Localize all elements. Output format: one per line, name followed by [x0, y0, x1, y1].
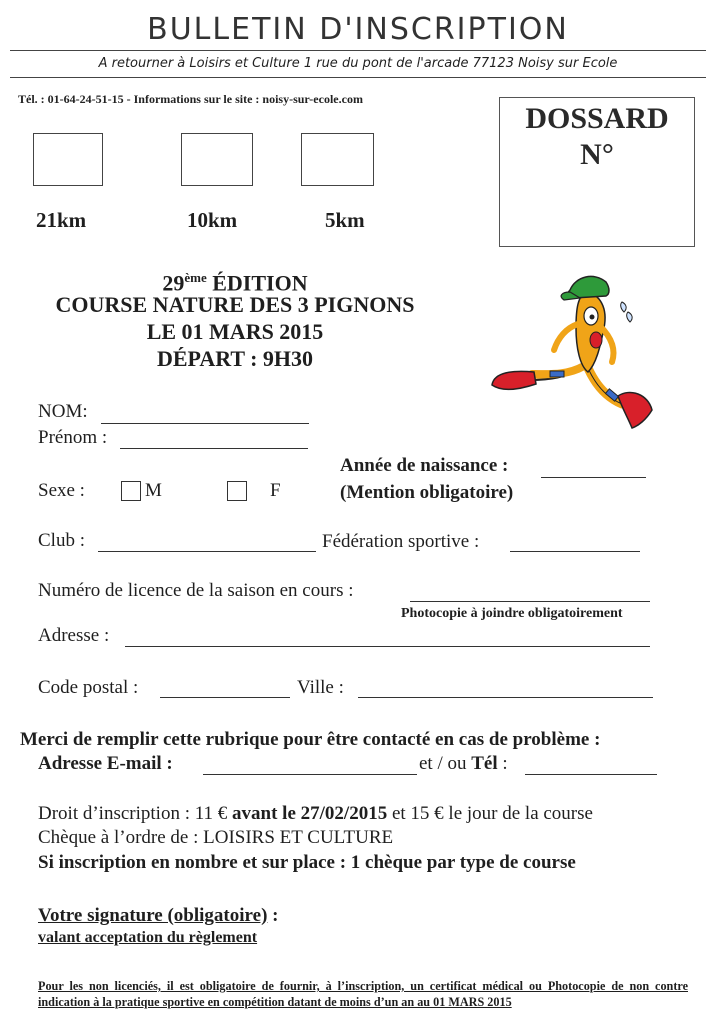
checkbox-10km[interactable]	[181, 133, 253, 186]
sexe-f-checkbox[interactable]	[227, 481, 247, 501]
event-date: LE 01 MARS 2015	[146, 319, 324, 344]
email-field[interactable]	[203, 774, 417, 775]
distance-label-21km: 21km	[36, 208, 87, 232]
photocopie-note: Photocopie à joindre obligatoirement	[401, 606, 623, 621]
dossard-title: DOSSARD	[525, 102, 669, 135]
tel-colon: :	[497, 753, 508, 774]
sexe-label: Sexe :	[38, 480, 85, 501]
tel-field[interactable]	[525, 774, 657, 775]
annee-field[interactable]	[541, 477, 646, 478]
nom-field[interactable]	[101, 423, 309, 424]
checkbox-21km[interactable]	[33, 133, 103, 186]
adresse-field[interactable]	[125, 646, 650, 647]
club-field[interactable]	[98, 551, 316, 552]
dossard-box	[499, 97, 695, 247]
page-title: BULLETIN D'INSCRIPTION	[147, 12, 569, 47]
edition-superscript: ème	[184, 270, 207, 285]
sexe-f-label: F	[270, 480, 281, 501]
cheque-ordre: Chèque à l’ordre de : LOISIRS ET CULTURE	[38, 827, 394, 848]
prenom-label: Prénom :	[38, 427, 108, 448]
droit-deadline: avant le 27/02/2015	[232, 803, 388, 824]
sexe-m-label: M	[145, 480, 162, 501]
distance-label-5km: 5km	[325, 208, 365, 232]
droit-inscription	[38, 803, 593, 825]
federation-label: Fédération sportive :	[322, 531, 480, 552]
divider	[10, 50, 706, 51]
event-start-time: DÉPART : 9H30	[156, 346, 314, 371]
club-label: Club :	[38, 530, 85, 551]
code-postal-label: Code postal :	[38, 677, 139, 698]
event-name: COURSE NATURE DES 3 PIGNONS	[55, 292, 415, 317]
edition-word: ÉDITION	[206, 270, 308, 296]
return-address: A retourner à Loisirs et Culture 1 rue du pont de l'arcade 77123 Noisy sur Ecole	[98, 56, 618, 71]
licence-field[interactable]	[410, 601, 650, 602]
checkbox-5km[interactable]	[301, 133, 374, 186]
divider	[10, 77, 706, 78]
mention-obligatoire: (Mention obligatoire)	[340, 482, 514, 503]
running-pinecone-mascot-icon	[488, 268, 660, 430]
contact-heading: Merci de remplir cette rubrique pour être contacté en cas de problème :	[20, 729, 601, 750]
signature-acceptation: valant acceptation du règlement	[38, 929, 258, 946]
licence-label: Numéro de licence de la saison en cours :	[38, 580, 354, 601]
code-postal-field[interactable]	[160, 697, 290, 698]
inscription-nombre: Si inscription en nombre et sur place : 1 chèque par type de course	[38, 852, 576, 873]
nom-label: NOM:	[38, 401, 88, 422]
droit-text-1: Droit d’inscription : 11 €	[38, 803, 233, 824]
tel-label: Tél	[471, 753, 498, 774]
footnote: Pour les non licenciés, il est obligatoire de fournir, à l’inscription, un certificat médical ou Photocopie de non contre indication à la pratique sportive en compétition datant de moins d’un an au 01 MARS 2015	[38, 979, 688, 1009]
ville-field[interactable]	[358, 697, 653, 698]
dossard-number-label: N°	[580, 138, 614, 171]
et-ou-text	[419, 753, 508, 775]
droit-text-2: et 15 € le jour de la course	[387, 803, 593, 824]
signature-colon: :	[267, 905, 279, 926]
et-ou-label: et / ou	[419, 753, 467, 774]
edition-number: 29	[162, 270, 185, 296]
federation-field[interactable]	[510, 551, 640, 552]
adresse-label: Adresse :	[38, 625, 110, 646]
sexe-m-checkbox[interactable]	[121, 481, 141, 501]
signature-label	[38, 905, 278, 927]
annee-label: Année de naissance :	[340, 455, 509, 476]
contact-info: Tél. : 01-64-24-51-15 - Informations sur le site : noisy-sur-ecole.com	[18, 92, 363, 106]
email-label: Adresse E-mail :	[38, 753, 173, 774]
signature-line1: Votre signature (obligatoire)	[38, 905, 268, 926]
prenom-field[interactable]	[120, 448, 308, 449]
ville-label: Ville :	[297, 677, 344, 698]
distance-label-10km: 10km	[187, 208, 238, 232]
